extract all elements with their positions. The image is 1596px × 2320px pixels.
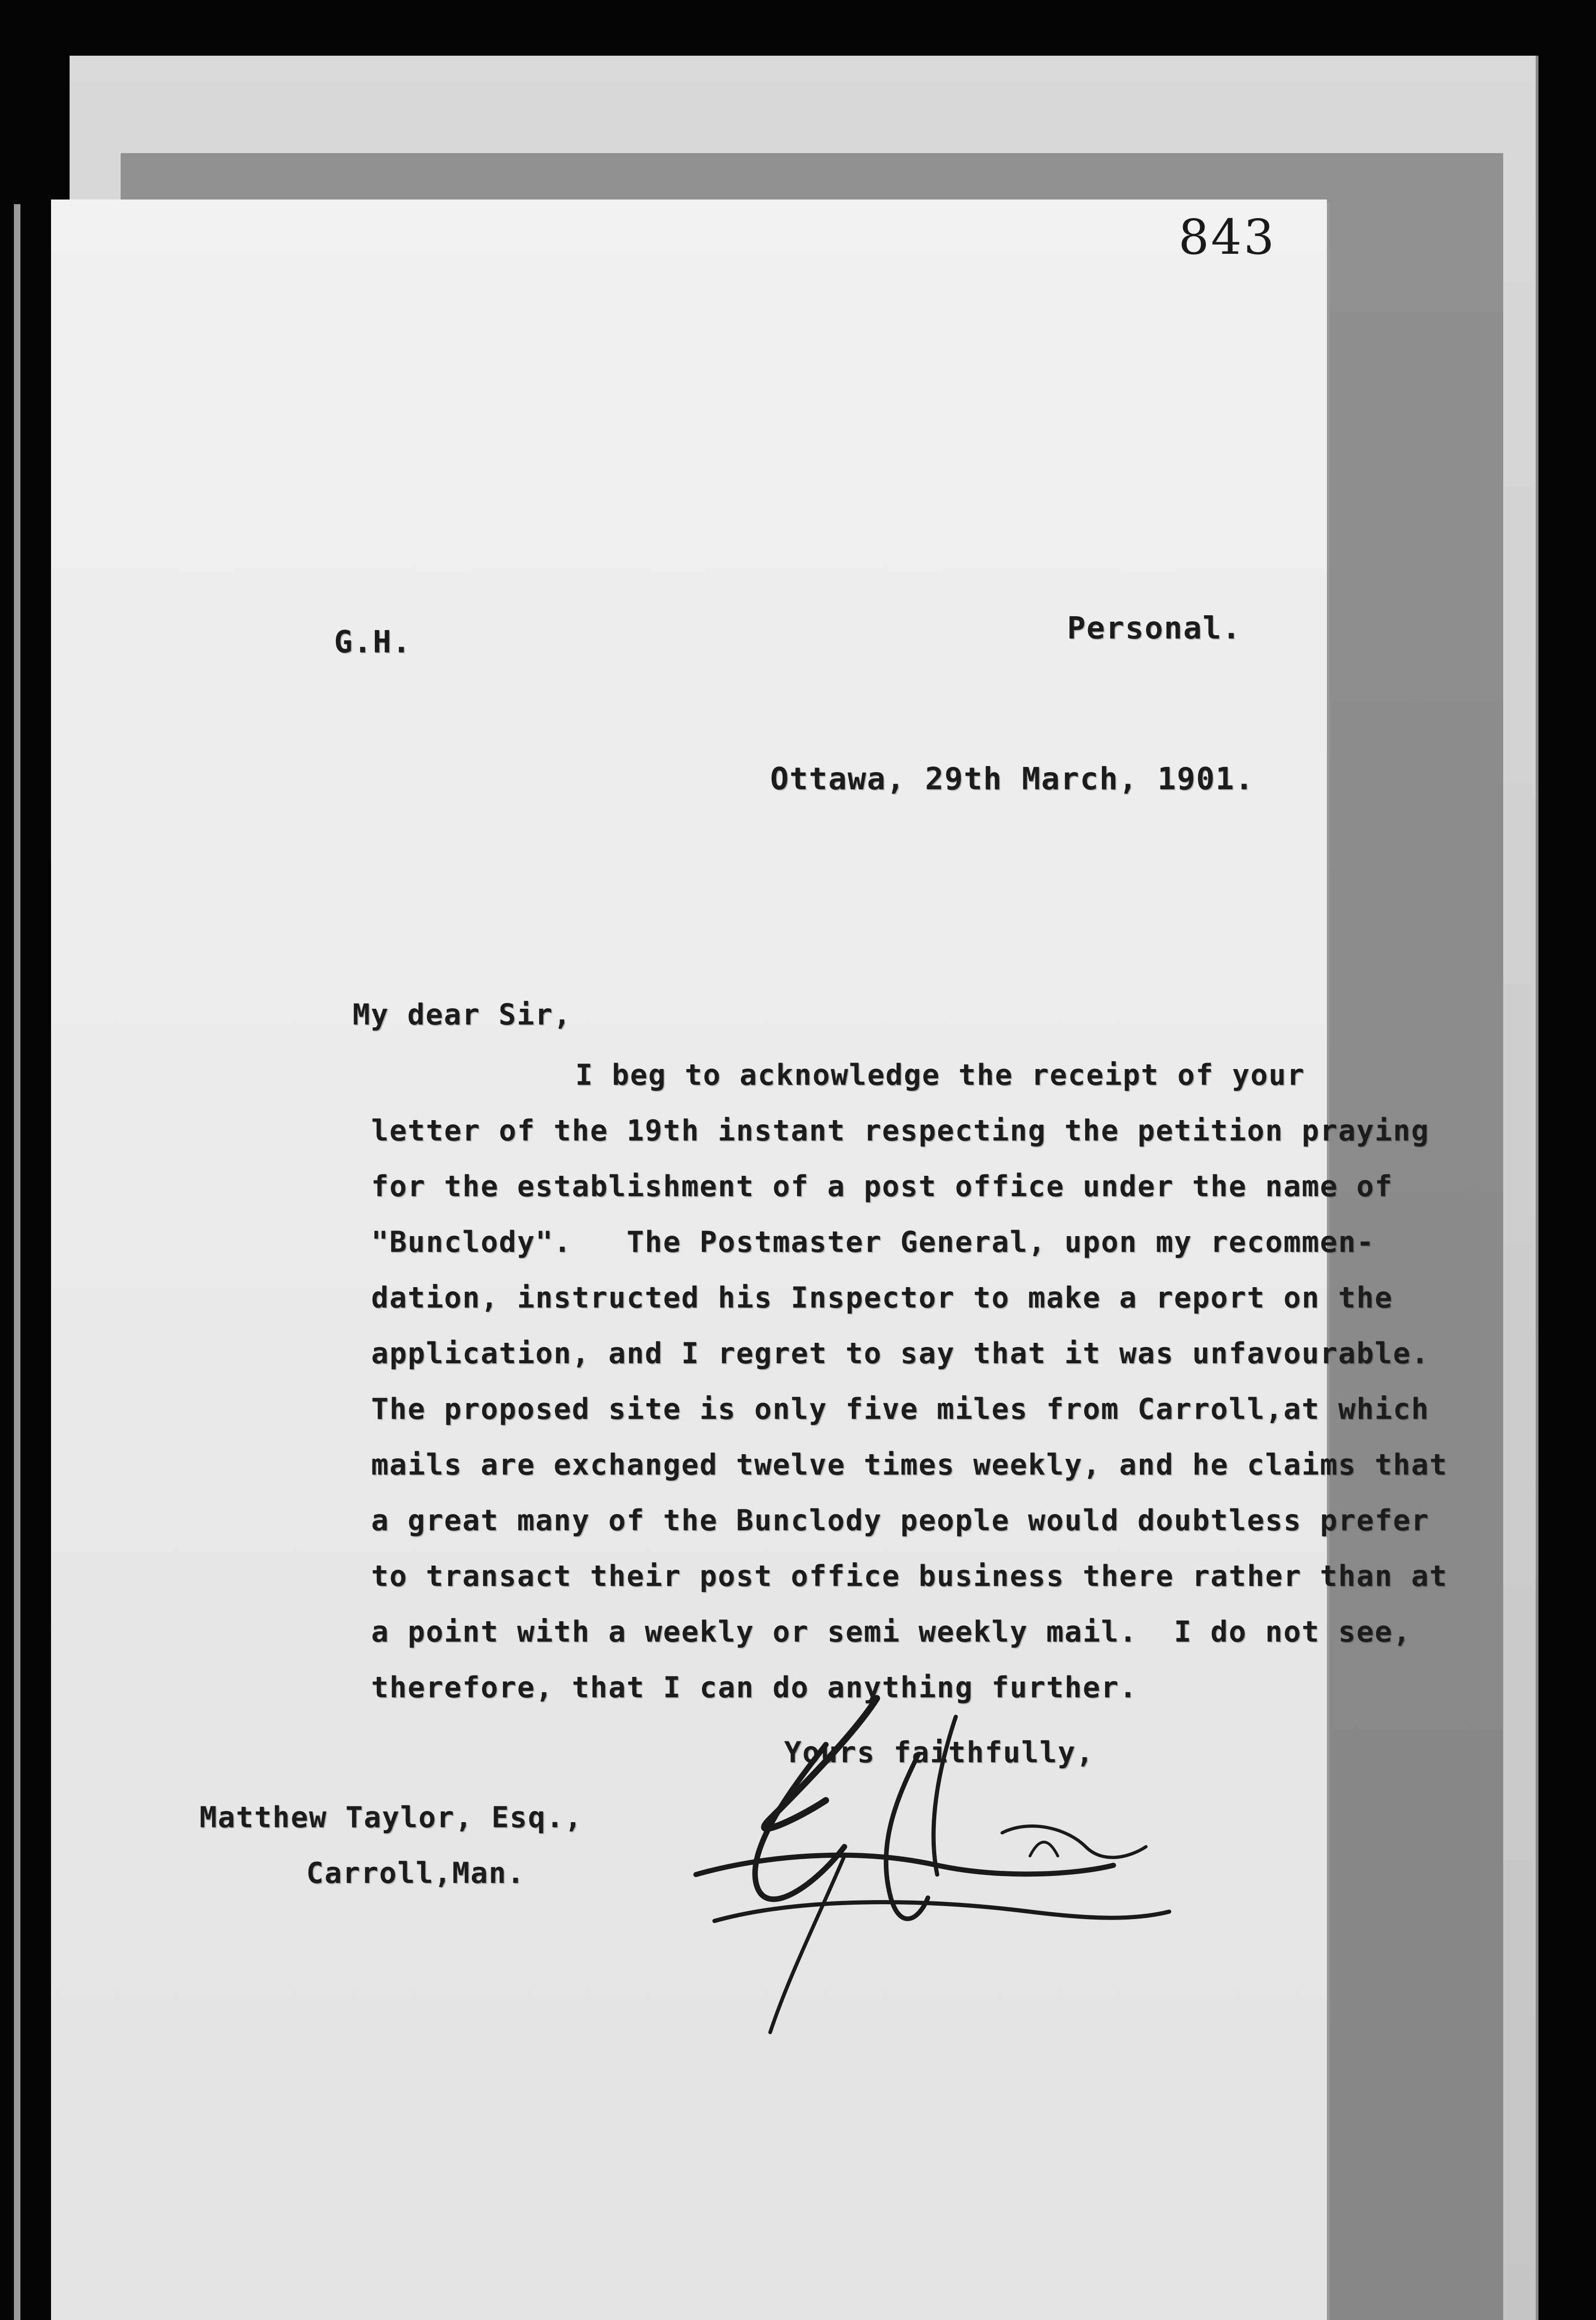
film-edge: [14, 204, 20, 2320]
body-line: "Bunclody". The Postmaster General, upon my recommen-: [371, 1225, 1375, 1259]
handwritten-signature: [677, 1680, 1188, 2042]
body-line: I beg to acknowledge the receipt of your: [575, 1058, 1306, 1092]
body-line: to transact their post office business there rather than at: [371, 1559, 1448, 1593]
body-line: dation, instructed his Inspector to make a report on the: [371, 1281, 1393, 1315]
body-line: application, and I regret to say that it was unfavourable.: [371, 1336, 1429, 1370]
body-line: for the establishment of a post office under the name of: [371, 1169, 1393, 1203]
body-line: The proposed site is only five miles from Carroll,at which: [371, 1392, 1429, 1426]
body-line: therefore, that I can do anything further.: [371, 1670, 1138, 1704]
body-line: a great many of the Bunclody people would doubtless prefer: [371, 1503, 1429, 1537]
body-line: a point with a weekly or semi weekly mail. I do not see,: [371, 1615, 1411, 1649]
addressee-location: Carroll,Man.: [306, 1856, 525, 1890]
closing: Yours faithfully,: [784, 1735, 1094, 1769]
salutation: My dear Sir,: [353, 998, 572, 1031]
place-date: Ottawa, 29th March, 1901.: [770, 761, 1255, 797]
body-line: mails are exchanged twelve times weekly, and he claims that: [371, 1448, 1448, 1482]
page-number: 843: [1178, 209, 1276, 265]
header-initials: G.H.: [334, 624, 412, 660]
addressee-name: Matthew Taylor, Esq.,: [200, 1800, 583, 1834]
body-line: letter of the 19th instant respecting the petition praying: [371, 1114, 1429, 1147]
personal-marking: Personal.: [1067, 610, 1242, 646]
